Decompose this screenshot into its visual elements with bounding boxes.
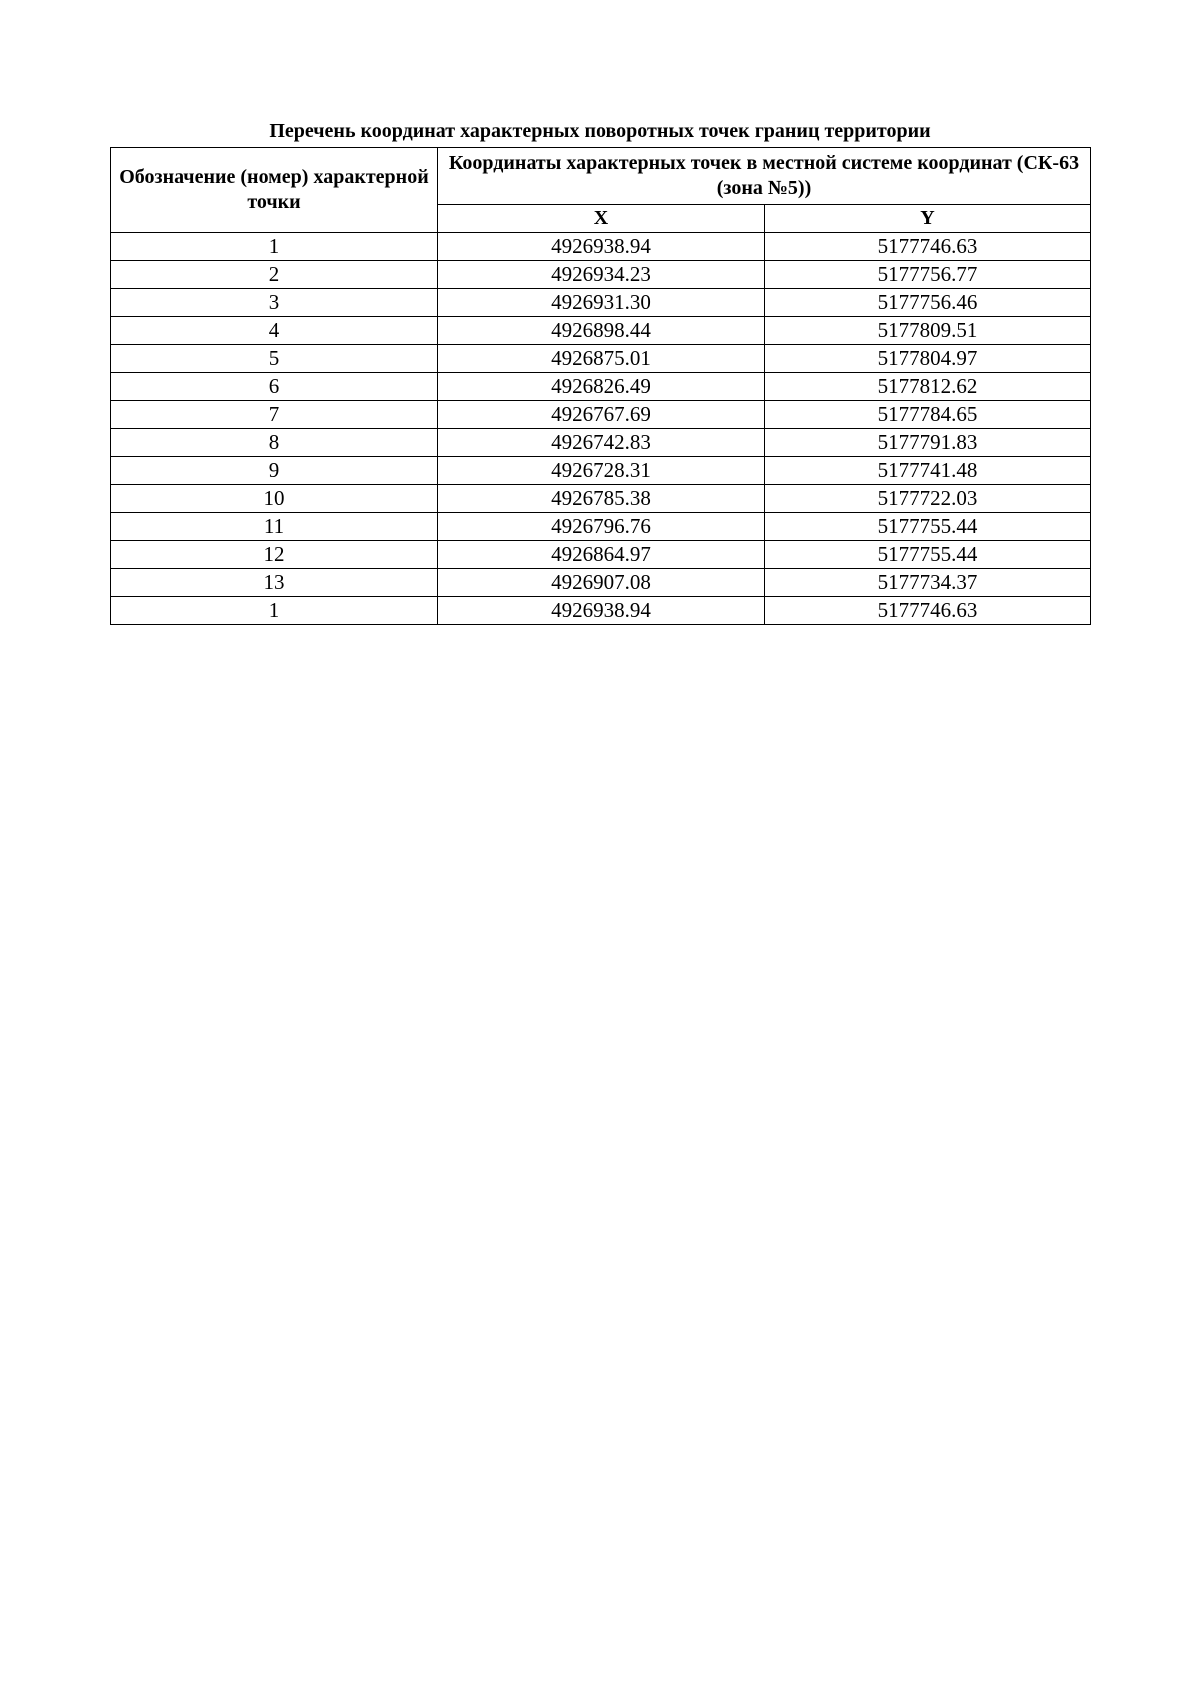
point-number-cell: 5 [111,345,438,373]
table-row [111,457,1091,485]
point-number-cell: 8 [111,429,438,457]
y-cell: 5177755.44 [765,541,1091,569]
table-row [111,569,1091,597]
x-cell: 4926785.38 [438,485,765,513]
point-number-cell: 3 [111,289,438,317]
x-cell: 4926907.08 [438,569,765,597]
point-number-cell: 13 [111,569,438,597]
table-row [111,513,1091,541]
y-cell: 5177741.48 [765,457,1091,485]
x-header: X [438,205,765,233]
y-cell: 5177746.63 [765,597,1091,625]
point-number-cell: 10 [111,485,438,513]
x-cell: 4926826.49 [438,373,765,401]
table-row [111,261,1091,289]
table-row [111,401,1091,429]
x-cell: 4926864.97 [438,541,765,569]
point-number-cell: 6 [111,373,438,401]
table-row [111,233,1091,261]
point-number-cell: 1 [111,233,438,261]
x-cell: 4926938.94 [438,597,765,625]
document-title: Перечень координат характерных поворотных точек границ территории [269,120,931,142]
point-number-cell: 7 [111,401,438,429]
y-cell: 5177809.51 [765,317,1091,345]
table-row [111,541,1091,569]
point-number-header: Обозначение (номер) характерной точки [111,148,438,233]
point-number-cell: 12 [111,541,438,569]
y-cell: 5177791.83 [765,429,1091,457]
table-row [111,317,1091,345]
x-cell: 4926938.94 [438,233,765,261]
table-row [111,289,1091,317]
point-number-cell: 1 [111,597,438,625]
x-cell: 4926898.44 [438,317,765,345]
table-row [111,597,1091,625]
x-cell: 4926728.31 [438,457,765,485]
x-cell: 4926931.30 [438,289,765,317]
y-cell: 5177755.44 [765,513,1091,541]
y-cell: 5177734.37 [765,569,1091,597]
y-cell: 5177804.97 [765,345,1091,373]
y-cell: 5177812.62 [765,373,1091,401]
x-cell: 4926934.23 [438,261,765,289]
point-number-cell: 11 [111,513,438,541]
y-cell: 5177756.46 [765,289,1091,317]
table-row [111,345,1091,373]
y-header: Y [765,205,1091,233]
y-cell: 5177746.63 [765,233,1091,261]
x-cell: 4926875.01 [438,345,765,373]
coordinates-header: Координаты характерных точек в местной системе координат (СК-63 (зона №5)) [438,148,1091,205]
table-row [111,429,1091,457]
x-cell: 4926742.83 [438,429,765,457]
y-cell: 5177784.65 [765,401,1091,429]
y-cell: 5177722.03 [765,485,1091,513]
point-number-cell: 9 [111,457,438,485]
table-row [111,485,1091,513]
coordinates-table [110,147,1091,625]
point-number-cell: 4 [111,317,438,345]
table-row [111,373,1091,401]
x-cell: 4926767.69 [438,401,765,429]
point-number-cell: 2 [111,261,438,289]
x-cell: 4926796.76 [438,513,765,541]
y-cell: 5177756.77 [765,261,1091,289]
